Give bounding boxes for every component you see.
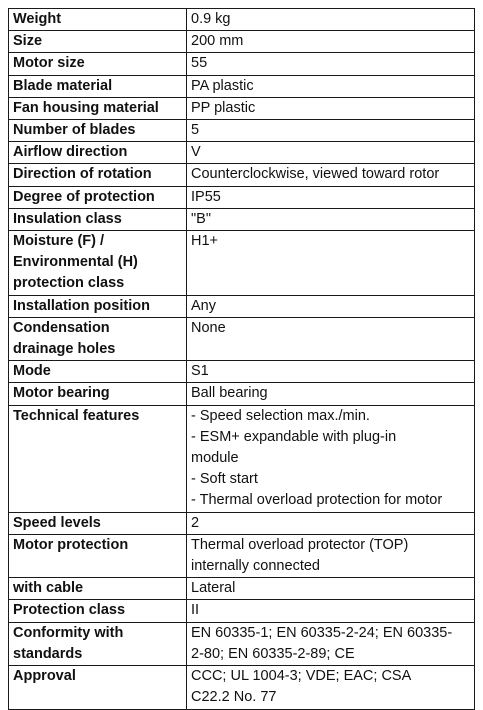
row-value: 200 mm [187,31,475,53]
row-label: Protection class [9,600,187,622]
spec-table [8,8,475,710]
row-label: Fan housing material [9,97,187,119]
row-value: 2 [187,512,475,534]
table-row [9,97,475,119]
row-value: - Speed selection max./min. - ESM+ expandable with plug-in module - Soft start - Thermal overload protection for motor [187,405,475,512]
table-row [9,405,475,512]
row-value: Counterclockwise, viewed toward rotor [187,164,475,186]
row-label: Insulation class [9,208,187,230]
row-label: Motor protection [9,534,187,577]
row-label: Size [9,31,187,53]
table-row [9,600,475,622]
row-value: II [187,600,475,622]
row-label: Technical features [9,405,187,512]
row-value: CCC; UL 1004-3; VDE; EAC; CSA C22.2 No. 77 [187,666,475,709]
row-label: Speed levels [9,512,187,534]
table-row [9,31,475,53]
row-value: H1+ [187,231,475,296]
row-label: Moisture (F) / Environmental (H) protection class [9,231,187,296]
row-value: IP55 [187,186,475,208]
table-row [9,383,475,405]
table-row [9,361,475,383]
row-value: 5 [187,120,475,142]
row-label: Installation position [9,295,187,317]
row-value: "B" [187,208,475,230]
table-row [9,666,475,709]
table-row [9,317,475,360]
table-row [9,231,475,296]
row-value: PP plastic [187,97,475,119]
table-row [9,295,475,317]
table-row [9,578,475,600]
row-label: Conformity with standards [9,622,187,665]
row-value: V [187,142,475,164]
table-row [9,622,475,665]
table-row [9,512,475,534]
table-row [9,142,475,164]
row-value: None [187,317,475,360]
table-row [9,208,475,230]
row-value: 55 [187,53,475,75]
row-value: Ball bearing [187,383,475,405]
table-row [9,534,475,577]
row-value: S1 [187,361,475,383]
row-label: Mode [9,361,187,383]
row-label: Degree of protection [9,186,187,208]
table-row [9,75,475,97]
table-row [9,164,475,186]
row-label: Number of blades [9,120,187,142]
row-value: Lateral [187,578,475,600]
row-value: EN 60335-1; EN 60335-2-24; EN 60335- 2-80; EN 60335-2-89; CE [187,622,475,665]
row-value: PA plastic [187,75,475,97]
row-label: Motor bearing [9,383,187,405]
row-value: Any [187,295,475,317]
table-row [9,186,475,208]
row-label: Direction of rotation [9,164,187,186]
row-label: Blade material [9,75,187,97]
row-label: Motor size [9,53,187,75]
row-label: Condensation drainage holes [9,317,187,360]
row-value: Thermal overload protector (TOP) internally connected [187,534,475,577]
table-row [9,9,475,31]
row-label: Approval [9,666,187,709]
row-label: with cable [9,578,187,600]
row-label: Weight [9,9,187,31]
table-row [9,53,475,75]
table-row [9,120,475,142]
row-label: Airflow direction [9,142,187,164]
row-value: 0.9 kg [187,9,475,31]
